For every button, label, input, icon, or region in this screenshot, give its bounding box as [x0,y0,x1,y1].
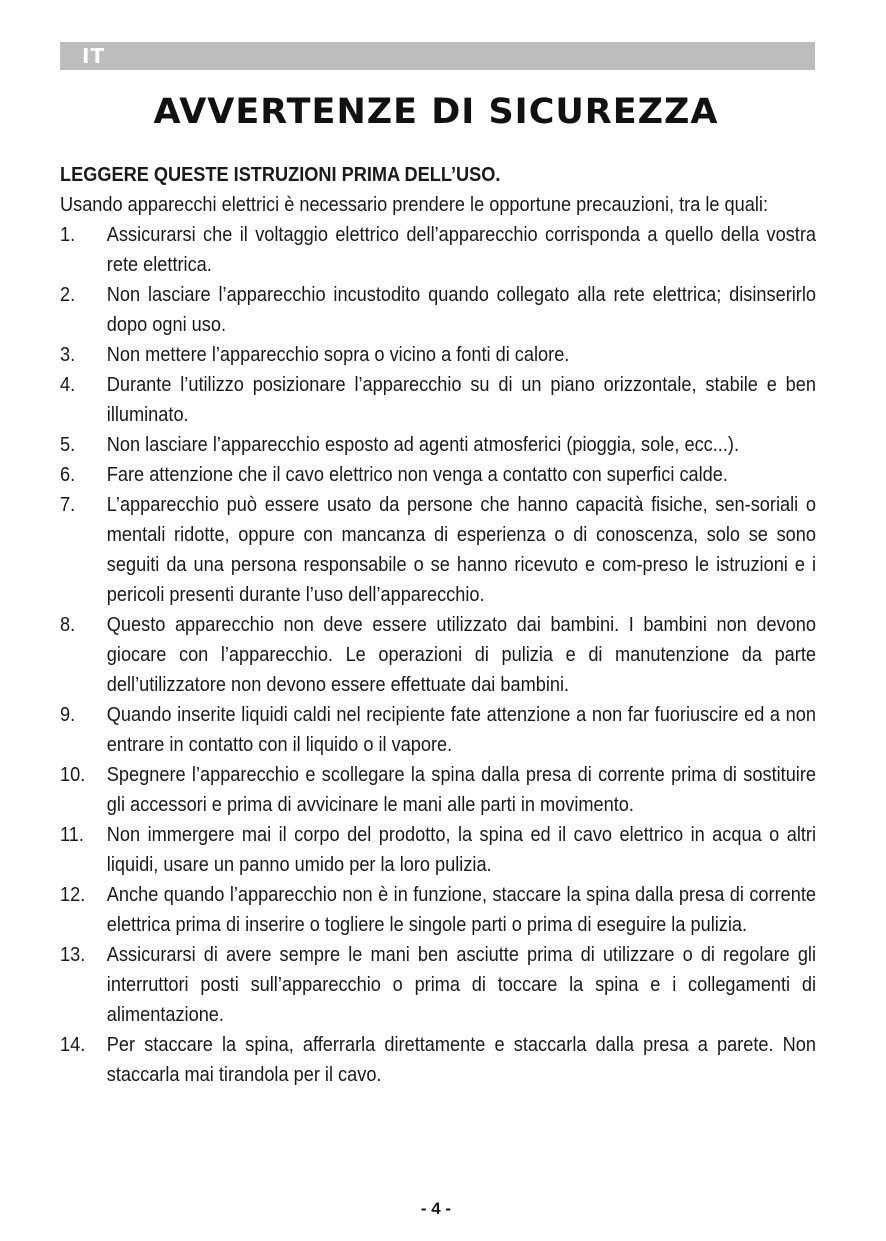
item-number: 12. [60,884,86,906]
item-text: Spegnere l’apparecchio e scollegare la spina dalla presa di corrente prima di sostituire gli accessori e prima di avvicinare le mani alle parti in movimento. [106,764,817,816]
page-number: - 4 - [420,1199,452,1218]
item-number: 8. [60,614,76,636]
item-number: 11. [60,824,84,846]
safety-list [60,220,816,1090]
intro-paragraph: Usando apparecchi elettrici è necessario prendere le opportune precauzioni, tra le quali: [60,194,769,216]
language-bar [60,42,815,70]
item-number: 2. [60,284,76,306]
list-item [60,280,816,340]
item-text: Fare attenzione che il cavo elettrico non venga a contatto con superfici calde. [106,464,728,486]
item-number: 7. [60,494,76,516]
item-text: Questo apparecchio non deve essere utilizzato dai bambini. I bambini non devono giocare con l’apparecchio. Le operazioni di pulizia e di manutenzione da parte dell’utilizzatore non devono essere effettuate dai bambini. [106,614,817,696]
language-label: IT [82,44,106,68]
page-title: AVVERTENZE DI SICUREZZA [153,92,719,132]
list-item [60,1030,816,1090]
item-number: 10. [60,764,86,786]
list-item [60,820,816,880]
item-text: Non immergere mai il corpo del prodotto, la spina ed il cavo elettrico in acqua o altri liquidi, usare un panno umido per la loro pulizia. [106,824,817,876]
item-text: Non mettere l’apparecchio sopra o vicino a fonti di calore. [106,344,570,366]
item-text: Anche quando l’apparecchio non è in funzione, staccare la spina dalla presa di corrente elettrica prima di inserire o togliere le singole parti o prima di eseguire la pulizia. [106,884,817,936]
content [60,160,817,1090]
item-number: 5. [60,434,76,456]
list-item [60,610,816,700]
item-text: Quando inserite liquidi caldi nel recipiente fate attenzione a non far fuoriuscire ed a non entrare in contatto con il liquido o il vapore. [106,704,817,756]
item-number: 4. [60,374,76,396]
list-item [60,340,816,370]
list-item [60,370,816,430]
item-number: 9. [60,704,76,726]
item-number: 3. [60,344,76,366]
item-number: 13. [60,944,86,966]
list-item [60,490,816,610]
item-text: Durante l’utilizzo posizionare l’apparecchio su di un piano orizzontale, stabile e ben illuminato. [106,374,817,426]
section-heading: LEGGERE QUESTE ISTRUZIONI PRIMA DELL’USO. [60,164,501,186]
item-text: Non lasciare l’apparecchio incustodito quando collegato alla rete elettrica; disinserirlo dopo ogni uso. [106,284,817,336]
list-item [60,940,816,1030]
item-number: 6. [60,464,76,486]
list-item [60,760,816,820]
list-item [60,220,816,280]
item-text: Non lasciare l’apparecchio esposto ad agenti atmosferici (pioggia, sole, ecc...). [106,434,740,456]
list-item [60,700,816,760]
item-text: Assicurarsi che il voltaggio elettrico dell’apparecchio corrisponda a quello della vostra rete elettrica. [106,224,817,276]
item-number: 14. [60,1034,86,1056]
item-number: 1. [60,224,76,246]
item-text: Per staccare la spina, afferrarla direttamente e staccarla dalla presa a parete. Non staccarla mai tirandola per il cavo. [106,1034,817,1086]
item-text: Assicurarsi di avere sempre le mani ben asciutte prima di utilizzare o di regolare gli interruttori posti sull’apparecchio o prima di toccare la spina e i collegamenti di alimentazione. [106,944,817,1026]
list-item [60,430,816,460]
list-item [60,880,816,940]
item-text: L’apparecchio può essere usato da persone che hanno capacità fisiche, sen-soriali o mentali ridotte, oppure con mancanza di esperienza o di conoscenza, solo se sono seguiti da una persona responsabile o se hanno ricevuto e com-preso le istruzioni e i pericoli presenti durante l’uso dell’apparecchio. [106,494,817,606]
list-item [60,460,816,490]
